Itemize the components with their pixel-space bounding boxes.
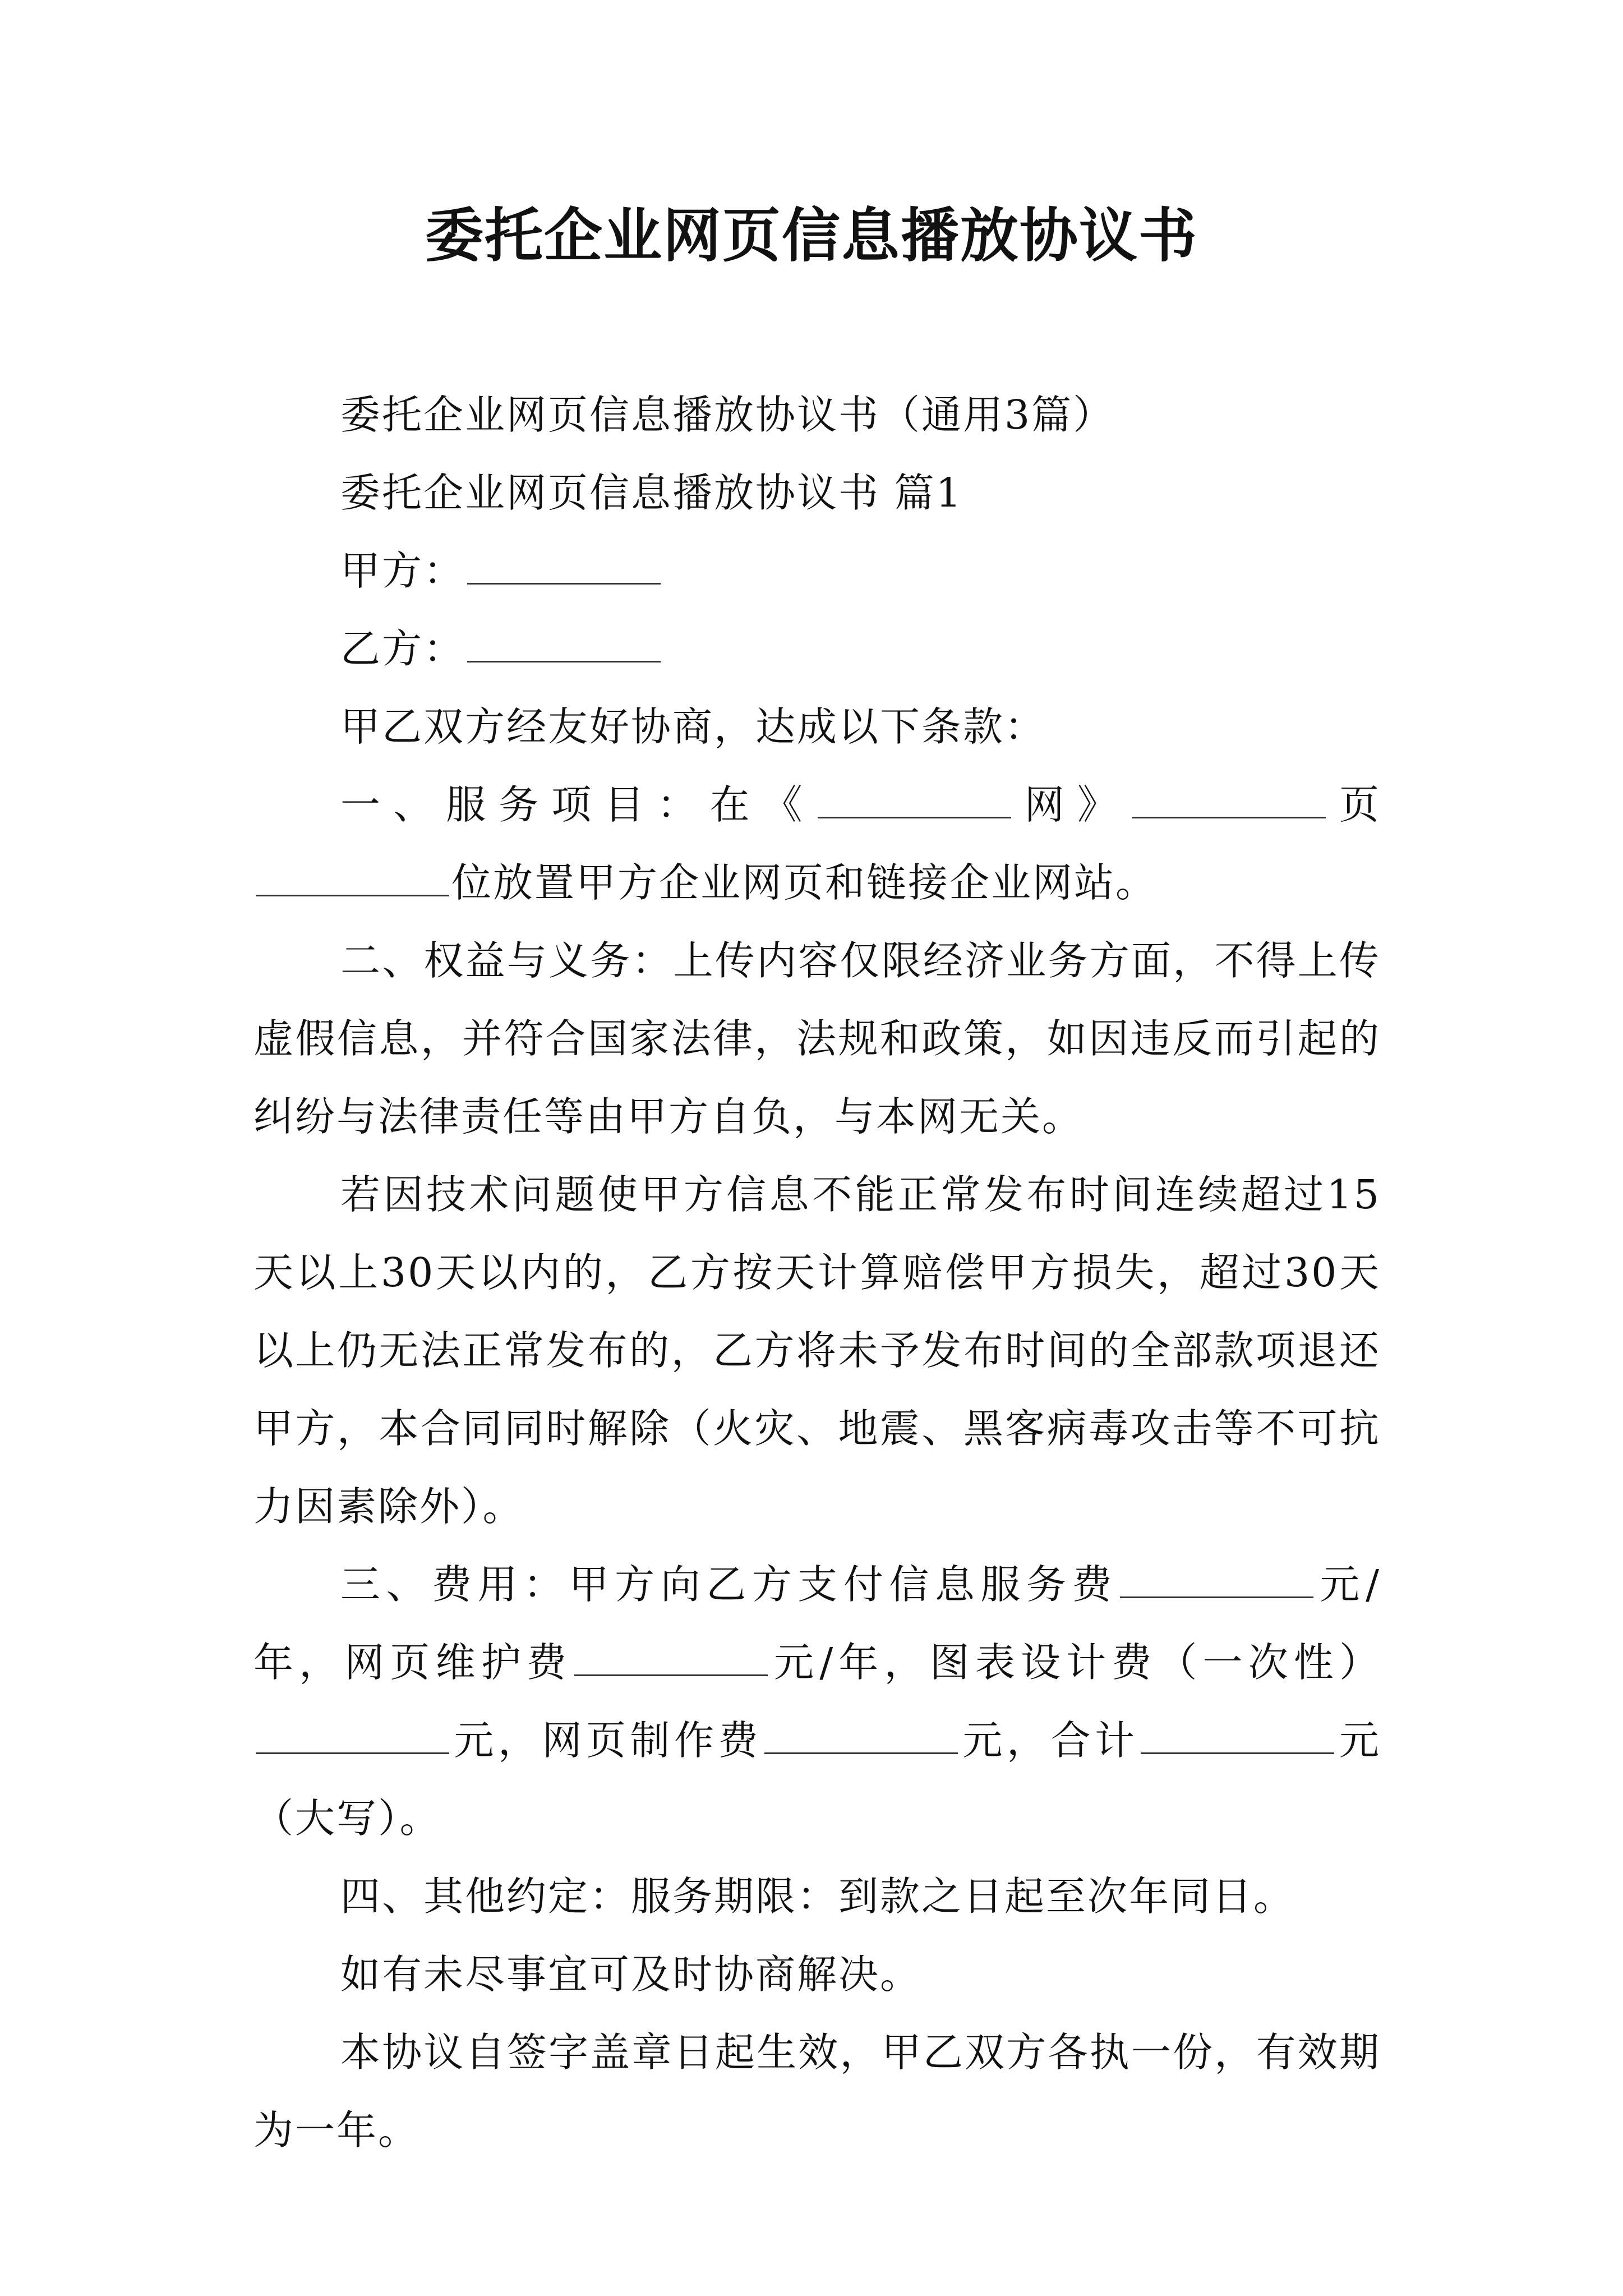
production-fee-blank [764, 1719, 958, 1754]
clause-3-text-5: 元，合计 [960, 1717, 1139, 1764]
clause-3-text-3: 元/年，图表设计费（一次性） [770, 1639, 1381, 1686]
page-blank [1132, 783, 1326, 818]
closing-paragraph: 本协议自签字盖章日起生效，甲乙双方各执一份，有效期为一年。 [253, 2029, 1381, 2154]
clause-1-text-2: 网》 [1013, 781, 1130, 828]
clause-1-text-3: 页 [1327, 781, 1381, 828]
site-name-blank [818, 783, 1011, 818]
clause-3 [253, 1545, 1381, 1857]
position-blank [256, 861, 449, 896]
party-a-blank [467, 549, 661, 585]
clause-1-text-4: 位放置甲方企业网页和链接企业网站。 [451, 859, 1158, 906]
party-b-label: 乙方： [340, 625, 465, 672]
section-heading: 委托企业网页信息播放协议书 篇1 [340, 470, 963, 516]
party-a-label: 甲方： [340, 547, 465, 594]
document-body [253, 376, 1381, 2169]
clause-4-extra: 如有未尽事宜可及时协商解决。 [340, 1951, 922, 1998]
party-a-line [253, 532, 1381, 610]
clause-3-text-4: 元，网页制作费 [451, 1717, 762, 1764]
document-title: 委托企业网页信息播放协议书 [425, 201, 1198, 270]
maintenance-fee-blank [574, 1641, 768, 1676]
clause-3-text-6: 元（大写）。 [253, 1717, 1381, 1842]
clause-1-text-1: 一、服务项目：在《 [340, 781, 815, 828]
service-fee-blank [1120, 1563, 1313, 1598]
design-fee-blank [256, 1719, 449, 1754]
clause-3-text-2: 元/年，网页维护费 [253, 1561, 1381, 1686]
party-b-line [253, 610, 1381, 688]
intro-paragraph: 甲乙双方经友好协商，达成以下条款： [340, 703, 1046, 750]
clause-2: 二、权益与义务：上传内容仅限经济业务方面，不得上传虚假信息，并符合国家法律，法规和政策，如因违反而引起的纠纷与法律责任等由甲方自负，与本网无关。 [253, 937, 1381, 1140]
clause-2-extra: 若因技术问题使甲方信息不能正常发布时间连续超过15天以上30天以内的，乙方按天计算赔偿甲方损失，超过30天以上仍无法正常发布的，乙方将未予发布时间的全部款项退还甲方，本合同同时解除（火灾、地震、黑客病毒攻击等不可抗力因素除外）。 [253, 1171, 1381, 1530]
clause-1 [253, 766, 1381, 922]
clause-4: 四、其他约定：服务期限：到款之日起至次年同日。 [340, 1873, 1295, 1920]
party-b-blank [467, 627, 661, 662]
subtitle: 委托企业网页信息播放协议书（通用3篇） [340, 392, 1115, 438]
total-fee-blank [1141, 1719, 1334, 1754]
clause-3-text-1: 三、费用：甲方向乙方支付信息服务费 [340, 1561, 1118, 1608]
